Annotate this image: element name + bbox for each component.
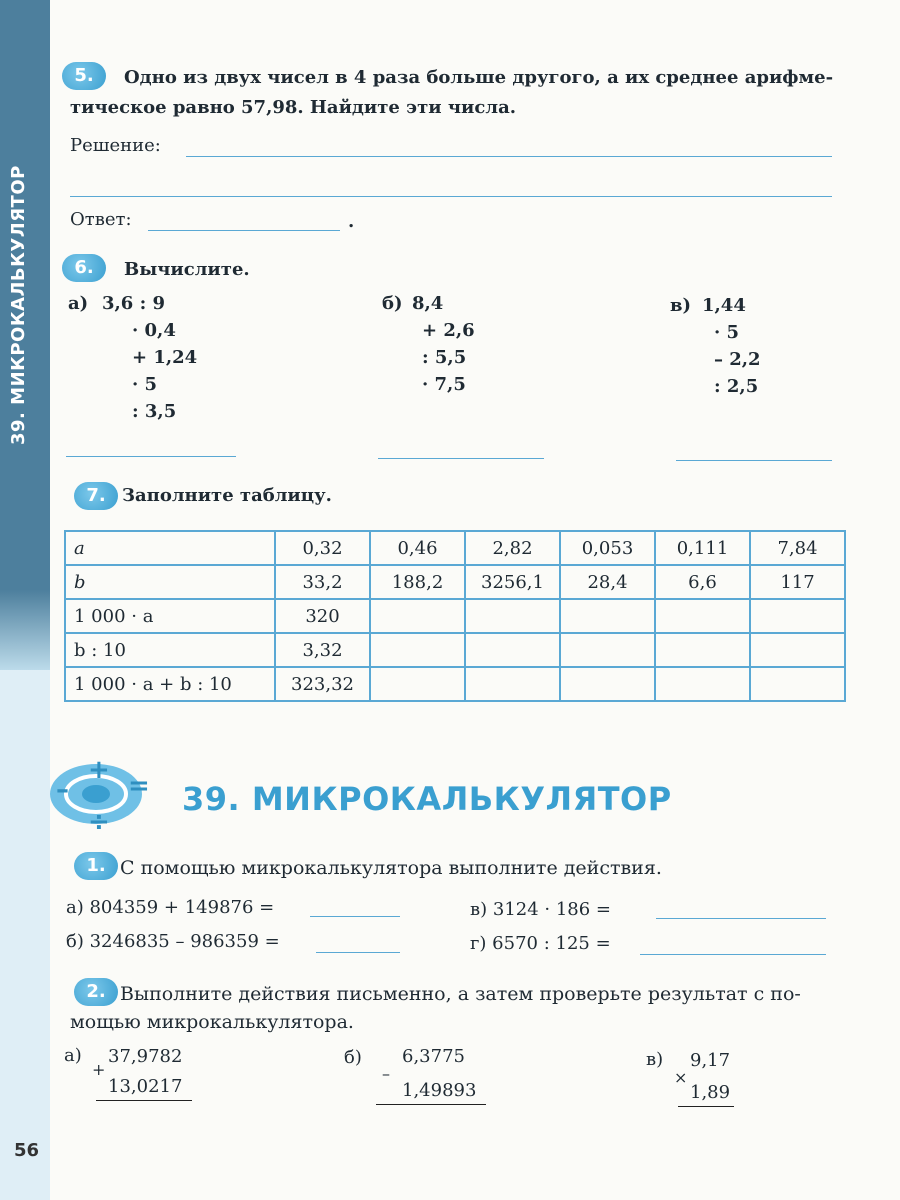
table-cell: 0,32 — [275, 531, 370, 565]
solution-label: Решение: — [70, 135, 161, 156]
table-row — [65, 531, 845, 565]
table-cell-empty[interactable] — [370, 633, 465, 667]
table-cell: 3,32 — [275, 633, 370, 667]
s-task1-v-answer-line[interactable] — [656, 918, 826, 919]
table-cell-empty[interactable] — [750, 667, 845, 701]
task6-b-answer-line[interactable] — [378, 458, 544, 459]
table-cell: 117 — [750, 565, 845, 599]
task5-text-line1: Одно из двух чисел в 4 раза больше другого, а их среднее арифме- — [124, 67, 834, 88]
table-cell-empty[interactable] — [655, 667, 750, 701]
table-cell-empty[interactable] — [560, 667, 655, 701]
sidebar — [0, 0, 50, 1200]
table-cell: 33,2 — [275, 565, 370, 599]
task6-a-label: а) — [68, 293, 89, 314]
table-cell-empty[interactable] — [465, 633, 560, 667]
table-row — [65, 565, 845, 599]
table-cell-empty[interactable] — [750, 633, 845, 667]
task6-v-line: : 2,5 — [714, 376, 759, 397]
table-row — [65, 633, 845, 667]
s-task1-v: в) 3124 · 186 = — [470, 899, 612, 920]
task6-v-line: 1,44 — [702, 295, 746, 316]
solution-line-2[interactable] — [70, 196, 832, 197]
solution-line-1[interactable] — [186, 156, 832, 157]
row-label: b — [65, 565, 275, 599]
task6-a-line: · 0,4 — [132, 320, 176, 341]
task6-title: Вычислите. — [124, 259, 250, 280]
chapter-title-vertical — [8, 415, 29, 445]
task6-a-answer-line[interactable] — [66, 456, 236, 457]
table-row — [65, 599, 845, 633]
table-cell-empty[interactable] — [560, 633, 655, 667]
table-cell-empty[interactable] — [655, 599, 750, 633]
task5-text-line2: тическое равно 57,98. Найдите эти числа. — [70, 97, 516, 118]
table-cell: 320 — [275, 599, 370, 633]
s-task2-a-top: 37,9782 — [108, 1046, 183, 1067]
task6-b-line: 8,4 — [412, 293, 444, 314]
calculator-logo-icon — [48, 748, 178, 838]
task6-b-line: + 2,6 — [422, 320, 475, 341]
answer-label: Ответ: — [70, 209, 132, 230]
section-title: 39. МИКРОКАЛЬКУЛЯТОР — [182, 780, 672, 818]
svg-text:+: + — [88, 755, 110, 785]
s-task2-a-label: а) — [64, 1045, 82, 1066]
s-task1-b-answer-line[interactable] — [316, 952, 400, 953]
row-label: b : 10 — [65, 633, 275, 667]
s-task2-v-top: 9,17 — [690, 1050, 731, 1071]
s-task2-a-bottom: 13,0217 — [108, 1076, 183, 1097]
page-number: 56 — [14, 1140, 40, 1161]
table-cell: 28,4 — [560, 565, 655, 599]
svg-text:=: = — [128, 771, 150, 801]
task6-a-line: · 5 — [132, 374, 158, 395]
task6-a-line: + 1,24 — [132, 347, 198, 368]
sum-bar — [96, 1100, 192, 1101]
svg-text:÷: ÷ — [88, 807, 110, 837]
table-cell: 323,32 — [275, 667, 370, 701]
table-cell: 7,84 — [750, 531, 845, 565]
table-cell-empty[interactable] — [370, 667, 465, 701]
task-badge: 2. — [74, 978, 118, 1006]
s-task2-b-label: б) — [344, 1047, 362, 1068]
task6-a-line: 3,6 : 9 — [102, 293, 166, 314]
task6-b-label: б) — [382, 293, 403, 314]
s-task1-b: б) 3246835 – 986359 = — [66, 931, 280, 952]
table-cell: 2,82 — [465, 531, 560, 565]
task6-b-line: · 7,5 — [422, 374, 466, 395]
table-cell: 0,053 — [560, 531, 655, 565]
task-badge: 7. — [74, 482, 118, 510]
s-task2-b-top: 6,3775 — [402, 1046, 465, 1067]
task7-title: Заполните таблицу. — [122, 485, 332, 506]
table-cell-empty[interactable] — [750, 599, 845, 633]
task6-v-line: – 2,2 — [714, 349, 761, 370]
s-task2-text-line1: Выполните действия письменно, а затем проверьте результат с по- — [120, 983, 801, 1005]
row-label: 1 000 · a — [65, 599, 275, 633]
table-cell: 0,111 — [655, 531, 750, 565]
multiply-sign-icon: × — [674, 1068, 688, 1087]
s-task2-v-bottom: 1,89 — [690, 1082, 731, 1103]
row-label: 1 000 · a + b : 10 — [65, 667, 275, 701]
task6-a-line: : 3,5 — [132, 401, 177, 422]
product-bar — [678, 1106, 734, 1107]
difference-bar — [376, 1104, 486, 1105]
table-cell: 188,2 — [370, 565, 465, 599]
answer-line[interactable] — [148, 230, 340, 231]
table-cell-empty[interactable] — [465, 667, 560, 701]
svg-text:–: – — [56, 775, 69, 805]
table-cell: 3256,1 — [465, 565, 560, 599]
table-row — [65, 667, 845, 701]
s-task2-text-line2: мощью микрокалькулятора. — [70, 1011, 354, 1033]
task6-b-line: : 5,5 — [422, 347, 467, 368]
s-task1-g-answer-line[interactable] — [640, 954, 826, 955]
s-task1-a: а) 804359 + 149876 = — [66, 897, 275, 918]
task-badge: 5. — [62, 62, 106, 90]
sidebar-band — [0, 590, 50, 670]
fill-table — [64, 530, 846, 702]
s-task1-a-answer-line[interactable] — [310, 916, 400, 917]
minus-sign-icon: – — [382, 1064, 390, 1083]
s-task1-g: г) 6570 : 125 = — [470, 933, 611, 954]
table-cell-empty[interactable] — [465, 599, 560, 633]
s-task2-v-label: в) — [646, 1049, 664, 1070]
task6-v-answer-line[interactable] — [676, 460, 832, 461]
table-cell-empty[interactable] — [370, 599, 465, 633]
table-cell-empty[interactable] — [655, 633, 750, 667]
task6-v-label: в) — [670, 295, 692, 316]
task-badge: 1. — [74, 852, 118, 880]
table-cell: 6,6 — [655, 565, 750, 599]
task6-v-line: · 5 — [714, 322, 740, 343]
s-task1-title: С помощью микрокалькулятора выполните действия. — [120, 857, 662, 879]
table-cell-empty[interactable] — [560, 599, 655, 633]
task-badge: 6. — [62, 254, 106, 282]
s-task2-b-bottom: 1,49893 — [402, 1080, 477, 1101]
table-cell: 0,46 — [370, 531, 465, 565]
answer-dot: . — [348, 211, 355, 232]
row-label: a — [65, 531, 275, 565]
plus-sign-icon: + — [92, 1060, 106, 1079]
